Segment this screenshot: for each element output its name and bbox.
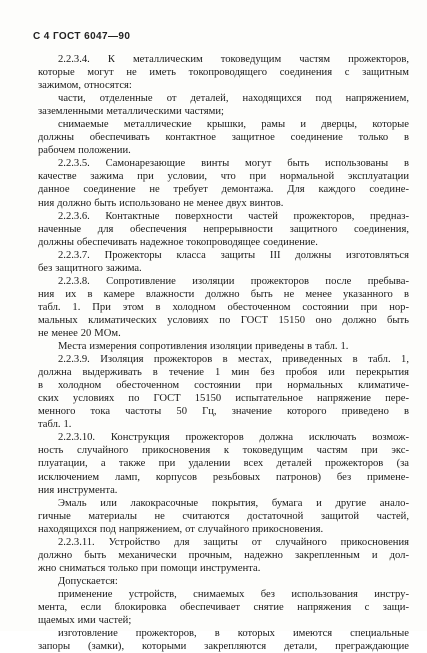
text-line: ность случайного прикосновения к токоведущим частям при экс- <box>38 445 409 457</box>
paragraph <box>38 157 409 209</box>
text-line: наченные для обеспечения непрерывности защитного соединения, <box>38 223 409 235</box>
paragraph <box>38 588 409 627</box>
text-line: табл. 1. <box>38 419 72 431</box>
body-text <box>38 53 409 653</box>
text-line: исключением ламп, корпусов резьбовых патронов) без примене- <box>38 471 409 483</box>
text-line: гичные материалы не считаются достаточной защитой частей, <box>38 510 409 522</box>
text-line: ния их в камере влажности должно быть не менее указанного в <box>38 288 409 300</box>
paragraph <box>38 53 409 92</box>
text-line: данное соединение не требует демонтажа. Для каждого соедине- <box>38 184 409 196</box>
text-line: табл. 1. При этом в холодном обесточенном состоянии при нор- <box>38 301 409 313</box>
text-line: Места измерения сопротивления изоляции приведены в табл. 1. <box>58 341 349 353</box>
text-line: части, отделенные от деталей, находящихся под напряжением, <box>58 93 409 105</box>
text-line: жно сниматься только при помощи инструмента. <box>38 562 261 574</box>
text-line: мальных климатических условиях по ГОСТ 15150 оно должно быть <box>38 314 409 326</box>
text-line: находящихся под напряжением, от случайного прикосновения. <box>38 523 324 535</box>
text-line: Эмаль или лакокрасочные покрытия, бумага и другие анало- <box>58 497 409 509</box>
text-line: должны обеспечивать надежное токопроводящее соединение. <box>38 236 318 248</box>
text-line: без защитного зажима. <box>38 262 142 274</box>
paragraph <box>38 575 409 588</box>
text-line: 2.2.3.11. Устройство для защиты от случайного прикосновения <box>58 536 409 548</box>
text-line: менного тока частоты 50 Гц, значение которого приведено в <box>38 406 409 418</box>
running-head: С 4 ГОСТ 6047—90 <box>33 31 131 42</box>
paragraph <box>38 118 409 157</box>
text-line: щаемых ими частей; <box>38 615 132 627</box>
paragraph <box>38 536 409 575</box>
text-line: запоры (замки), которыми закрепляются детали, преграждающие <box>38 641 409 653</box>
text-line: 2.2.3.10. Конструкция прожекторов должна исключать возмож- <box>58 432 409 444</box>
text-line: плуатации, а также при удалении всех деталей прожекторов (за <box>38 458 409 470</box>
text-line: 2.2.3.7. Прожекторы класса защиты III должны изготовляться <box>58 249 409 261</box>
paragraph <box>38 249 409 275</box>
text-line: ния инструмента. <box>38 484 118 496</box>
text-line: качестве зажима при условии, что при нормальной эксплуатации <box>38 171 409 183</box>
text-line: рабочем положении. <box>38 145 131 157</box>
text-line: которые могут не иметь токопроводящего соединения с защитным <box>38 67 409 79</box>
text-line: должно быть механически прочным, надежно закрепленным и дол- <box>38 549 409 561</box>
paragraph <box>38 353 409 431</box>
text-line: должна выдерживать в течение 1 мин без пробоя или перекрытия <box>38 367 409 379</box>
text-line: зажимом, относятся: <box>38 80 132 92</box>
text-line: 2.2.3.8. Сопротивление изоляции прожекторов после пребыва- <box>58 275 409 287</box>
text-line: заземленными металлическими частями; <box>38 106 224 118</box>
text-line: не менее 20 МОм. <box>38 327 121 339</box>
paragraph <box>38 431 409 496</box>
text-line: 2.2.3.6. Контактные поверхности частей прожекторов, предназ- <box>58 210 409 222</box>
text-line: мента, если блокировка обеспечивает снятие напряжения с защи- <box>38 601 409 613</box>
text-line: 2.2.3.4. К металлическим токоведущим частям прожекторов, <box>58 54 409 65</box>
paragraph <box>38 497 409 536</box>
text-line: ния должно быть использовано не менее двух винтов. <box>38 197 284 209</box>
paragraph <box>38 275 409 340</box>
text-line: ских условиях по ГОСТ 15150 испытательное напряжение пере- <box>38 393 409 405</box>
text-line: Допускается: <box>58 575 118 587</box>
text-line: 2.2.3.9. Изоляция прожекторов в местах, приведенных в табл. 1, <box>58 354 409 366</box>
text-line: 2.2.3.5. Самонарезающие винты могут быть использованы в <box>58 158 409 170</box>
text-line: должны обеспечивать контактное защитное соединение только в <box>38 132 409 144</box>
paragraph <box>38 210 409 249</box>
paragraph <box>38 340 409 353</box>
text-line: в холодном обесточенном состоянии при нормальных климатиче- <box>38 380 409 392</box>
paragraph <box>38 92 409 118</box>
text-line: применение устройств, снимаемых без использования инстру- <box>58 588 409 600</box>
text-line: снимаемые металлические крышки, рамы и дверцы, которые <box>58 119 409 131</box>
text-line: изготовление прожекторов, в которых имеются специальные <box>58 628 409 640</box>
